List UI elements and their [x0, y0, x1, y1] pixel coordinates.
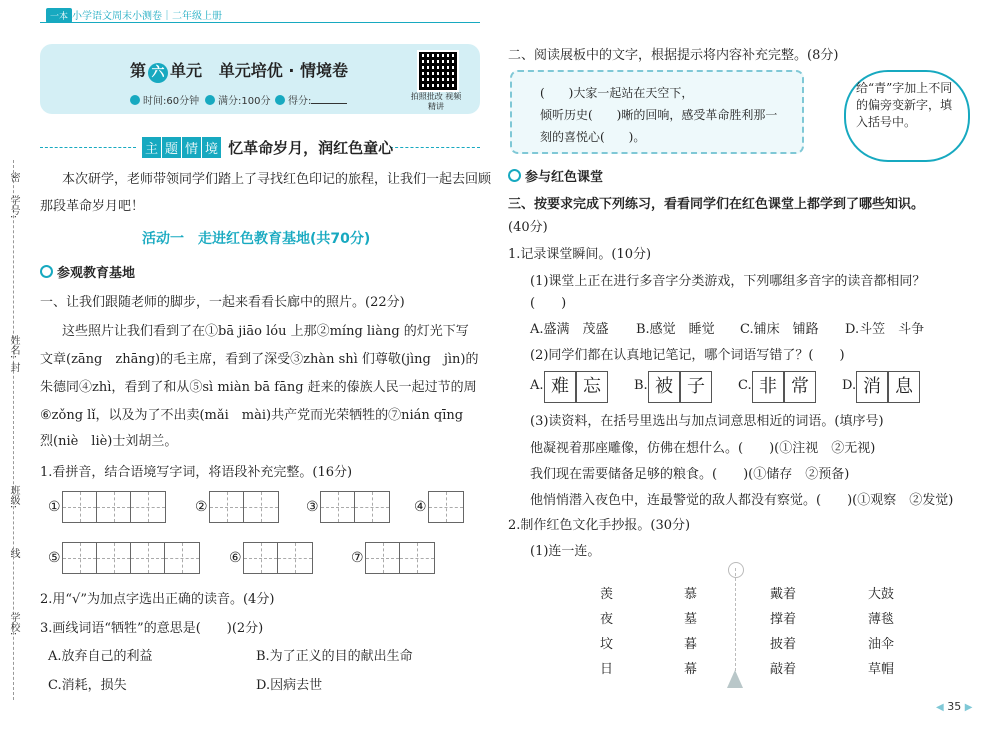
- score-meta: [275, 92, 347, 107]
- question-3-2-1: (1)连一连。: [530, 544, 601, 559]
- school-label: 学校:: [8, 612, 19, 636]
- question-1-3: 3.画线词语“牺牲”的意思是( )(2分): [40, 621, 264, 636]
- seal-mark: 封: [8, 362, 19, 372]
- passage-line: 文章(zāng zhāng)的毛主席，看到了深受③zhàn shì 们尊敬(jìng jìn)的: [40, 352, 479, 367]
- question-1: 一、让我们跟随老师的脚步，一起来看看长廊中的照片。(22分): [40, 295, 405, 310]
- match-column-3: [770, 582, 796, 682]
- header-divider: [40, 22, 480, 23]
- section-heading: [508, 166, 603, 185]
- pinyin-answer-grid[interactable]: [320, 491, 390, 523]
- activity-title: [142, 228, 370, 248]
- option-b[interactable]: B.为了正义的目的献出生命: [256, 649, 413, 664]
- unit-title: [130, 58, 348, 83]
- word-option-a[interactable]: [544, 371, 608, 403]
- pinyin-answer-grid[interactable]: [428, 491, 464, 523]
- match-item[interactable]: 幕: [684, 662, 698, 677]
- word-char: 被: [648, 371, 680, 403]
- brand-logo: 一本: [46, 8, 72, 23]
- circle-bullet-icon: [40, 265, 53, 278]
- match-item[interactable]: 夜: [600, 612, 614, 627]
- unit-number: 六: [148, 63, 168, 83]
- word-option-d[interactable]: [856, 371, 920, 403]
- next-arrow-icon: ▶: [964, 702, 973, 713]
- option-c[interactable]: C.铺床 铺路: [740, 322, 819, 337]
- passage-line: 朱德同④zhì，看到了和从⑤sì miàn bā fāng 赶来的傣族人民一起过节的周: [40, 380, 477, 395]
- match-item[interactable]: 撑着: [770, 612, 797, 627]
- page-number-text: 35: [947, 700, 962, 713]
- score-total-meta: [205, 92, 270, 107]
- question-3-1-2: (2)同学们都在认真地记笔记，哪个词语写错了？( ): [530, 348, 845, 363]
- line-mark: 线: [8, 548, 19, 558]
- match-column-1: [600, 582, 613, 682]
- match-item[interactable]: 大鼓: [868, 587, 895, 602]
- time-meta: [130, 92, 199, 107]
- pinyin-answer-grid[interactable]: [209, 491, 279, 523]
- question-3-1-1: (1)课堂上正在进行多音字分类游戏，下列哪组多音字的读音都相同？: [530, 274, 926, 289]
- question-3-1-3: (3)读资料，在括号里选出与加点词意思相近的词语。(填序号): [530, 414, 884, 429]
- student-name-label: 姓名:: [8, 335, 19, 359]
- theme-header: [142, 137, 393, 158]
- theme-chip: 主: [142, 137, 161, 158]
- theme-divider-right: [390, 147, 480, 149]
- theme-chip: 情: [182, 137, 201, 158]
- class-label: 班级:: [8, 485, 19, 509]
- pinyin-answer-grid[interactable]: [62, 491, 166, 523]
- word-option-letter: D.: [842, 378, 857, 393]
- passage-line: ⑥zǒng lǐ，以及为了不出卖(mǎi mài)共产党而光荣牺牲的⑦nián qīng: [40, 408, 464, 423]
- qr-code-icon[interactable]: [417, 50, 459, 92]
- section-heading: [40, 262, 135, 281]
- synonym-line: 他凝视着那座雕像，仿佛在想什么。( )(①注视 ②无视): [530, 441, 876, 456]
- match-item[interactable]: 披着: [770, 637, 797, 652]
- lantern-icon: [728, 562, 744, 578]
- medal-icon: [205, 95, 215, 105]
- unit-suffix: 单元: [170, 61, 203, 80]
- pinyin-answer-grid[interactable]: [62, 542, 200, 574]
- match-item[interactable]: 墓: [684, 612, 698, 627]
- word-char: 息: [888, 371, 920, 403]
- unit-prefix: 第: [130, 61, 147, 80]
- theme-chip: 境: [202, 137, 221, 158]
- word-char: 子: [680, 371, 712, 403]
- synonym-line: 我们现在需要储备足够的粮食。( )(①储存 ②预备): [530, 467, 850, 482]
- unit-subtitle: 单元培优 · 情境卷: [218, 61, 348, 80]
- word-option-b[interactable]: [648, 371, 712, 403]
- option-b[interactable]: B.感觉 睡觉: [636, 322, 715, 337]
- option-d[interactable]: D.因病去世: [256, 678, 323, 693]
- theme-title: 忆革命岁月，润红色童心: [228, 139, 394, 157]
- score-total-text: 满分:100分: [218, 96, 271, 107]
- theme-divider-left: [40, 147, 136, 149]
- tree-icon: [727, 670, 743, 688]
- circle-bullet-icon: [508, 169, 521, 182]
- grid-label: ②: [195, 499, 208, 515]
- grid-label: ③: [306, 499, 319, 515]
- question-3-1: 1.记录课堂瞬间。(10分): [508, 247, 652, 262]
- score-blank[interactable]: [311, 103, 347, 104]
- match-item[interactable]: 薄毯: [868, 612, 895, 627]
- intro-line: 本次研学，老师带领同学们踏上了寻找红色印记的旅程，让我们一起去回顾: [62, 172, 492, 187]
- option-a[interactable]: A.放弃自己的利益: [48, 649, 153, 664]
- passage-line: 烈(niè liè)士刘胡兰。: [40, 434, 178, 449]
- exhibit-board-text: [540, 82, 790, 148]
- page-number: [936, 700, 972, 713]
- grid-label: ⑥: [229, 550, 242, 566]
- question-3-score: (40分): [508, 220, 548, 235]
- passage-line: 这些照片让我们看到了在①bā jiāo lóu 上那②míng liàng 的灯光下写: [62, 324, 469, 339]
- match-item[interactable]: 日: [600, 662, 614, 677]
- time-text: 时间:60分钟: [143, 96, 200, 107]
- board-line: 刻的喜悦心( )。: [540, 130, 646, 144]
- option-d[interactable]: D.斗笠 斗争: [845, 322, 925, 337]
- word-char: 难: [544, 371, 576, 403]
- pencil-icon: [275, 95, 285, 105]
- question-3-2: 2.制作红色文化手抄报。(30分): [508, 518, 691, 533]
- theme-chip: 题: [162, 137, 181, 158]
- match-item[interactable]: 油伞: [868, 637, 895, 652]
- match-column-4: [868, 582, 894, 682]
- match-item[interactable]: 慕: [684, 587, 698, 602]
- question-3: 三、按要求完成下列练习，看看同学们在红色课堂上都学到了哪些知识。: [508, 197, 925, 212]
- word-option-letter: A.: [530, 378, 544, 393]
- match-item[interactable]: 敲着: [770, 662, 797, 677]
- pinyin-answer-grid[interactable]: [243, 542, 313, 574]
- score-label: 得分:: [288, 96, 312, 107]
- match-item[interactable]: 坟: [600, 637, 614, 652]
- hint-text: 给“青”字加上不同的偏旁变新字，填入括号中。: [856, 81, 953, 129]
- qr-caption: 拍照批改 视频精讲: [410, 92, 462, 111]
- match-item[interactable]: 戴着: [770, 587, 797, 602]
- seal-close-mark: 密: [8, 172, 19, 182]
- synonym-line: 他悄悄潜入夜色中，连最警觉的敌人都没有察觉。( )(①观察 ②发觉): [530, 493, 954, 508]
- grid-label: ⑦: [351, 550, 364, 566]
- word-option-c[interactable]: [752, 371, 816, 403]
- intro-line: 那段革命岁月吧！: [40, 199, 145, 214]
- grid-label: ①: [48, 499, 61, 515]
- prev-arrow-icon: ◀: [936, 702, 944, 713]
- match-item[interactable]: 羡: [600, 587, 614, 602]
- section-text: 参与红色课堂: [525, 170, 604, 185]
- section-text: 参观教育基地: [57, 266, 136, 281]
- series-title: 小学语文周末小测卷｜二年级上册: [72, 11, 222, 22]
- question-1-1: 1.看拼音，结合语境写字词，将语段补充完整。(16分): [40, 465, 353, 480]
- grid-label: ④: [414, 499, 427, 515]
- word-char: 非: [752, 371, 784, 403]
- clock-icon: [130, 95, 140, 105]
- word-char: 常: [784, 371, 816, 403]
- pinyin-answer-grid[interactable]: [365, 542, 435, 574]
- grid-label: ⑤: [48, 550, 61, 566]
- match-item[interactable]: 草帽: [868, 662, 895, 677]
- match-column-2: [684, 582, 697, 682]
- word-option-letter: B.: [634, 378, 648, 393]
- activity-text: 活动一 走进红色教育基地(共70分): [142, 231, 371, 247]
- answer-paren[interactable]: ( ): [530, 296, 567, 311]
- option-a[interactable]: A.盛满 茂盛: [530, 322, 609, 337]
- question-1-2: 2.用“√”为加点字选出正确的读音。(4分): [40, 592, 275, 607]
- word-option-letter: C.: [738, 378, 752, 393]
- match-item[interactable]: 暮: [684, 637, 698, 652]
- decorative-stem: [735, 568, 737, 686]
- board-line: 倾听历史( )晰的回响，感受革命胜利那一: [540, 108, 778, 122]
- word-char: 消: [856, 371, 888, 403]
- student-id-label: 学号:: [8, 195, 19, 219]
- word-char: 忘: [576, 371, 608, 403]
- question-2: 二、阅读展板中的文字，根据提示将内容补充完整。(8分): [508, 48, 839, 63]
- board-line: ( )大家一起站在天空下，: [540, 86, 694, 100]
- option-c[interactable]: C.消耗，损失: [48, 678, 127, 693]
